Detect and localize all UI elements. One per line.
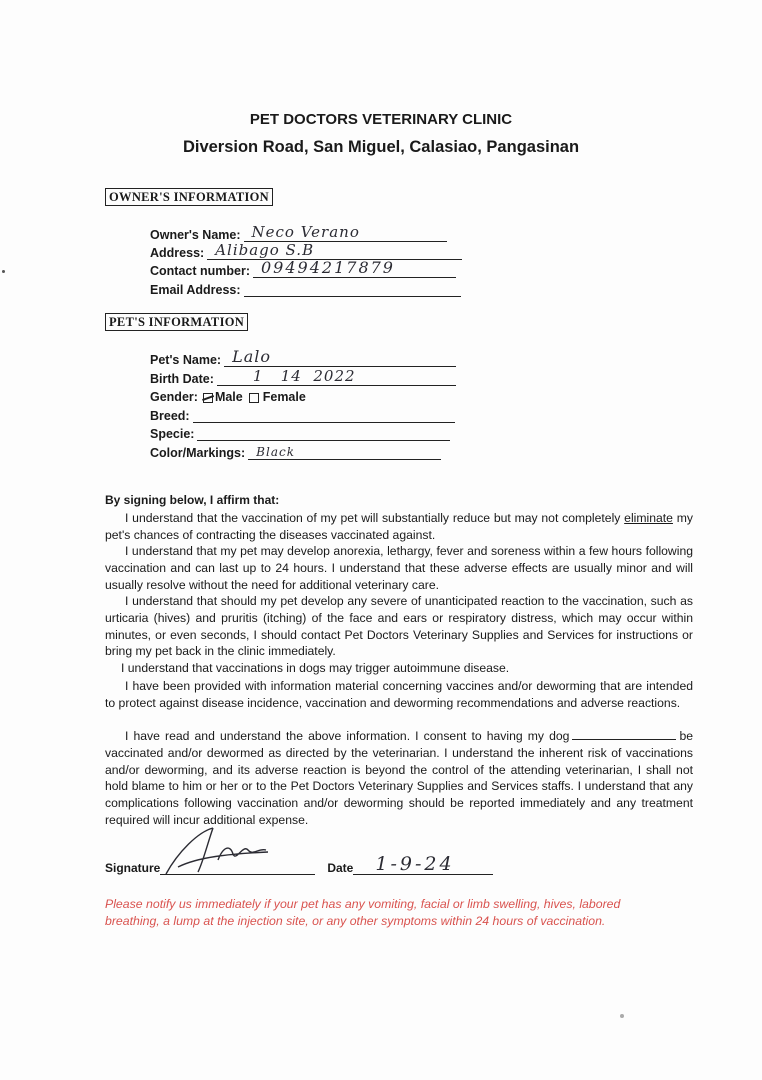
color-field[interactable] <box>248 445 441 460</box>
owner-email-field[interactable] <box>244 282 461 297</box>
affirm-p4-text: I understand that vaccinations in dogs may trigger autoimmune disease. <box>121 661 510 675</box>
specie-field[interactable] <box>197 426 450 441</box>
owner-contact-label: Contact number: <box>150 264 250 278</box>
date-field[interactable] <box>353 853 493 875</box>
owner-contact-row <box>150 258 456 278</box>
specie-row <box>150 425 450 441</box>
owner-section-heading: OWNER'S INFORMATION <box>105 188 273 206</box>
gender-female-label: Female <box>262 390 306 404</box>
dog-name-blank[interactable] <box>572 729 676 740</box>
pet-name-row <box>150 347 456 367</box>
affirm-p6-text-end: be vaccinated and/or dewormed as directed by the veterinarian. I understand the inherent risk of vaccinations and/or deworming, and its adverse reaction is beyond the control of the attending veterinarian, I shall not hold blame to him or her or to the Pet Doctors Veterinary Supplies and Services staffs. I understand that any complications following vaccination and/or deworming should be reported immediately and any treatment required will incur additional expense. <box>105 729 693 827</box>
birth-date-field[interactable] <box>217 367 456 386</box>
birth-date-row <box>150 367 456 386</box>
color-value: Black <box>256 445 295 459</box>
affirm-p1-underlined: eliminate <box>624 511 673 525</box>
scan-speck <box>2 270 5 273</box>
female-checkbox[interactable] <box>249 393 259 403</box>
birth-date-label: Birth Date: <box>150 372 214 386</box>
signature-field[interactable] <box>160 860 315 875</box>
breed-label: Breed: <box>150 409 190 423</box>
scan-speck <box>620 1014 624 1018</box>
owner-name-label: Owner's Name: <box>150 228 241 242</box>
affirm-paragraph-2 <box>105 543 693 593</box>
owner-name-row <box>150 223 447 242</box>
signature-label: Signature <box>105 861 161 875</box>
owner-address-value: Alibago S.B <box>215 241 315 259</box>
gender-row <box>150 388 306 404</box>
owner-contact-field[interactable] <box>253 258 456 278</box>
pet-name-label: Pet's Name: <box>150 353 222 367</box>
owner-name-field[interactable] <box>244 223 447 242</box>
affirm-paragraph-1 <box>105 510 693 544</box>
affirm-p1-text-end: my pet's chances of contracting the diseases vaccinated against. <box>105 511 693 542</box>
owner-name-value: Neco Verano <box>251 223 360 241</box>
owner-address-label: Address: <box>150 246 205 260</box>
owner-email-label: Email Address: <box>150 283 241 297</box>
owner-email-row <box>150 281 461 297</box>
affirm-p6-text: I have read and understand the above information. I consent to having my dog <box>125 729 570 743</box>
affirm-p3-text: I understand that should my pet develop any severe of unanticipated reaction to the vaccination, such as urticaria (hives) and pruritis (itching) of the face and ears or respiratory distress, which may occur within minutes, or even seconds, I should contact Pet Doctors Veterinary Supplies and Services for instructions or bring my pet back in the clinic immediately. <box>105 594 693 659</box>
affirm-p1-text: I understand that the vaccination of my pet will substantially reduce but may not completely <box>125 511 625 525</box>
affirm-paragraph-4 <box>105 660 693 677</box>
color-label: Color/Markings: <box>150 446 246 460</box>
affirm-paragraph-6 <box>105 728 693 829</box>
affirm-paragraph-5 <box>105 678 693 712</box>
pet-name-value: Lalo <box>232 347 271 366</box>
gender-label: Gender: <box>150 390 198 404</box>
affirm-p2-text: I understand that my pet may develop anorexia, lethargy, fever and soreness within a few hours following vaccination and can last up to 24 hours. I understand that these adverse effects are usually minor and will usually resolve without the need for additional veterinary care. <box>105 544 693 592</box>
signature-scribble <box>158 822 308 882</box>
pet-section-heading: PET'S INFORMATION <box>105 313 248 331</box>
gender-male-label: Male <box>214 390 243 404</box>
clinic-name: PET DOCTORS VETERINARY CLINIC <box>249 111 513 128</box>
clinic-address: Diversion Road, San Miguel, Calasiao, Pangasinan <box>182 138 580 156</box>
owner-contact-value: 09494217879 <box>261 258 395 277</box>
notice-text: Please notify us immediately if your pet has any vomiting, facial or limb swelling, hives, labored breathing, a lump at the injection site, or any other symptoms within 24 hours of vaccination. <box>105 897 621 928</box>
breed-field[interactable] <box>193 408 455 423</box>
affirm-p5-text: I have been provided with information material concerning vaccines and/or deworming that are intended to protect against disease incidence, vaccination and deworming recommendations and adverse reactions. <box>105 679 693 710</box>
breed-row <box>150 407 455 423</box>
signature-row <box>105 853 493 875</box>
pet-name-field[interactable] <box>224 347 456 367</box>
date-label: Date <box>327 861 354 875</box>
affirm-paragraph-3 <box>105 593 693 660</box>
male-checkbox[interactable] <box>203 393 213 403</box>
affirm-heading: By signing below, I affirm that: <box>105 493 280 507</box>
specie-label: Specie: <box>150 427 195 441</box>
color-row <box>150 444 441 460</box>
birth-date-value: 1 14 2022 <box>252 367 356 385</box>
date-value: 1-9-24 <box>375 853 455 875</box>
